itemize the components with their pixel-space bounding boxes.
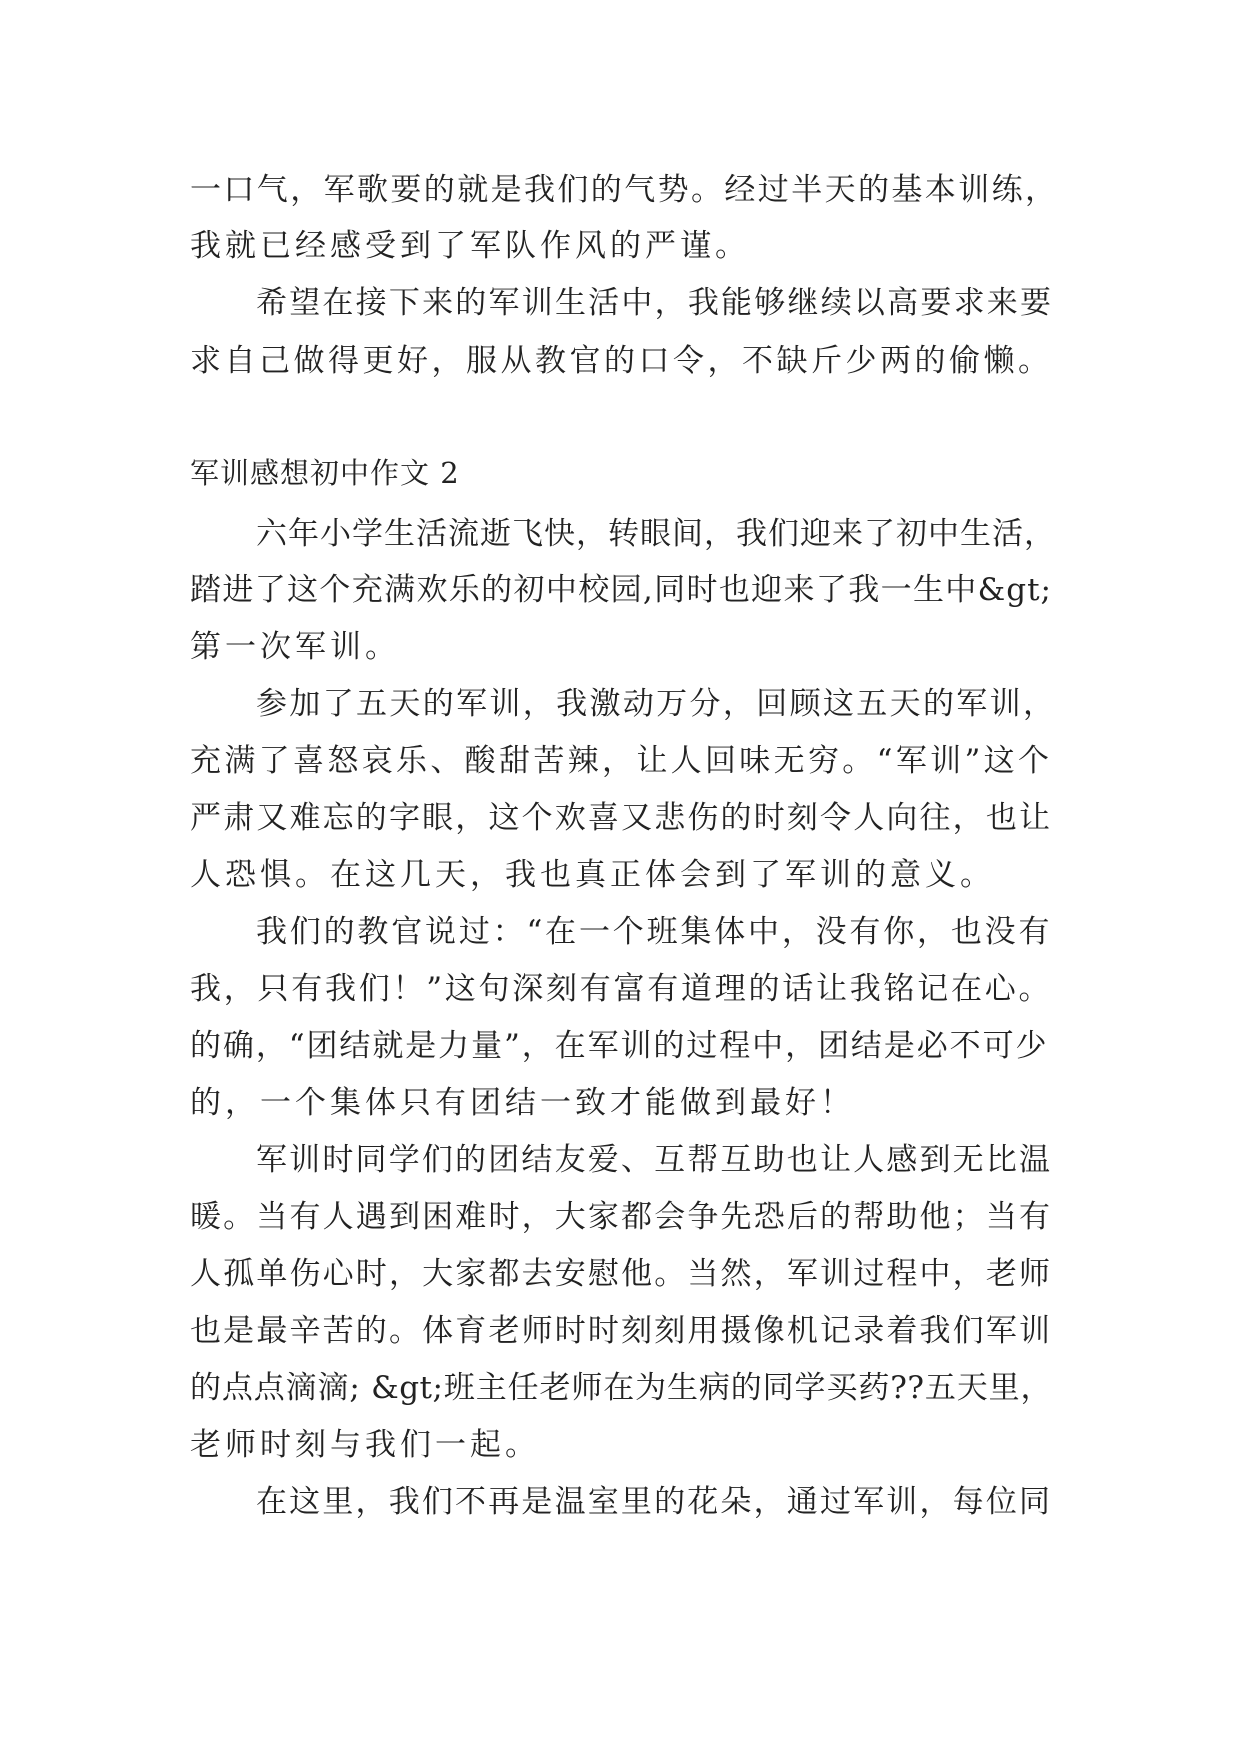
text-line: 老师时刻与我们一起。: [190, 1427, 540, 1463]
text-line: 暖。当有人遇到困难时，大家都会争先恐后的帮助他；当有: [190, 1199, 1052, 1235]
text-line: 严肃又难忘的字眼，这个欢喜又悲伤的时刻令人向往，也让: [190, 800, 1052, 836]
text-line: 参加了五天的军训，我激动万分，回顾这五天的军训，: [256, 686, 1056, 722]
text-line: 在这里，我们不再是温室里的花朵，通过军训，每位同: [256, 1484, 1052, 1520]
text-line: 踏进了这个充满欢乐的初中校园,同时也迎来了我一生中&gt;: [190, 572, 1052, 608]
text-line: 一口气，军歌要的就是我们的气势。经过半天的基本训练，: [190, 172, 1058, 208]
text-line: 的，一个集体只有团结一致才能做到最好！: [190, 1085, 855, 1121]
text-line: 的确，“团结就是力量”，在军训的过程中，团结是必不可少: [190, 1028, 1048, 1064]
text-line: 第一次军训。: [190, 629, 400, 665]
text-line: 我就已经感受到了军队作风的严谨。: [190, 228, 750, 264]
text-line: 人恐惧。在这几天，我也真正体会到了军训的意义。: [190, 857, 995, 893]
text-line: 军训时同学们的团结友爱、互帮互助也让人感到无比温: [256, 1142, 1052, 1178]
text-line: 我们的教官说过：“在一个班集体中，没有你，也没有: [256, 914, 1052, 950]
text-line: 也是最辛苦的。体育老师时时刻刻用摄像机记录着我们军训: [190, 1313, 1052, 1349]
text-line: 充满了喜怒哀乐、酸甜苦辣，让人回味无穷。“军训”这个: [190, 743, 1052, 779]
text-line: 我，只有我们！”这句深刻有富有道理的话让我铭记在心。: [190, 971, 1052, 1007]
text-line: 希望在接下来的军训生活中，我能够继续以高要求来要: [256, 285, 1053, 321]
text-line: 的点点滴滴; &gt;班主任老师在为生病的同学买药??五天里，: [190, 1370, 1052, 1406]
text-line: 求自己做得更好，服从教官的口令，不缺斤少两的偷懒。: [190, 343, 1053, 379]
text-line: 人孤单伤心时，大家都去安慰他。当然，军训过程中，老师: [190, 1256, 1052, 1292]
text-line: 六年小学生活流逝飞快，转眼间，我们迎来了初中生活，: [256, 516, 1056, 552]
section-heading: 军训感想初中作文 2: [190, 456, 460, 490]
